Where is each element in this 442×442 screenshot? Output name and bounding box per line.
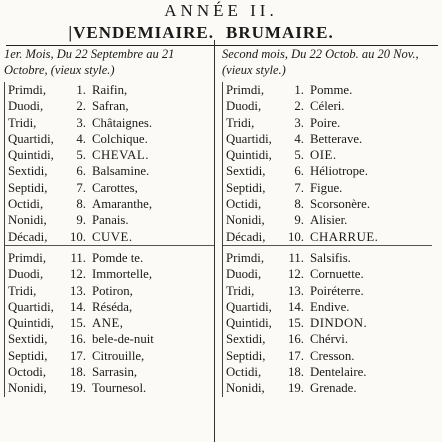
day-name: Quintidi, [8, 316, 54, 331]
day-name: Tridi, [8, 115, 37, 130]
day-name: Tridi, [226, 115, 255, 130]
day-number: 4. [76, 131, 86, 146]
day-number: 7. [76, 180, 86, 195]
day-dedication: Pomde te. [92, 250, 144, 265]
day-row [223, 98, 432, 114]
day-row [223, 266, 432, 282]
day-dedication: Citrouille, [92, 348, 145, 363]
vendemiaire-column [4, 46, 214, 397]
day-number: 11. [70, 250, 86, 265]
day-number: 13. [288, 283, 304, 298]
day-dedication: Poiréterre. [310, 283, 364, 298]
day-dedication: bele-de-nuit [92, 332, 154, 347]
day-number: 16. [70, 332, 86, 347]
day-name: Primdi, [8, 250, 47, 265]
day-row [5, 348, 214, 364]
day-name: Septidi, [8, 348, 48, 363]
day-dedication: Balsamine. [92, 164, 150, 179]
day-number: 1. [76, 83, 86, 97]
day-number: 1. [294, 83, 304, 97]
day-number: 18. [288, 365, 304, 380]
day-row [223, 212, 432, 228]
day-name: Nonidi, [226, 213, 265, 228]
day-name: Duodi, [8, 99, 44, 114]
day-dedication: Carottes, [92, 180, 138, 195]
day-number: 5. [76, 148, 86, 163]
day-dedication: Cresson. [310, 348, 355, 363]
day-row [223, 299, 432, 315]
year-heading: ANNÉE II. [164, 1, 278, 20]
month-headings [4, 21, 440, 45]
day-number: 16. [288, 332, 304, 347]
day-number: 15. [70, 316, 86, 331]
day-row [5, 266, 214, 282]
month-title-brumaire: BRUMAIRE. [226, 23, 334, 42]
day-name: Octidi, [226, 197, 262, 212]
brumaire-day-list [222, 82, 432, 397]
day-dedication: CHARRUE. [310, 229, 379, 244]
day-row [5, 115, 214, 131]
day-row [5, 380, 214, 396]
day-name: Décadi, [8, 229, 48, 244]
day-number: 17. [70, 348, 86, 363]
day-number: 2. [76, 99, 86, 114]
day-dedication: Tournesol. [92, 381, 147, 396]
day-row [223, 348, 432, 364]
day-name: Tridi, [8, 283, 37, 298]
day-name: Duodi, [226, 267, 262, 282]
day-row [223, 315, 432, 331]
day-row [5, 196, 214, 212]
day-number: 14. [288, 299, 304, 314]
day-number: 6. [294, 164, 304, 179]
day-dedication: Raifin, [92, 83, 128, 97]
day-dedication: Alisier. [310, 213, 348, 228]
day-row [223, 380, 432, 396]
day-number: 11. [288, 250, 304, 265]
day-dedication: Héliotrope. [310, 164, 368, 179]
day-dedication: Grenade. [310, 381, 357, 396]
day-number: 5. [294, 148, 304, 163]
day-number: 13. [70, 283, 86, 298]
day-number: 12. [70, 267, 86, 282]
day-name: Sextidi, [8, 164, 48, 179]
day-number: 19. [288, 381, 304, 396]
day-name: Décadi, [226, 229, 266, 244]
day-name: Primdi, [8, 83, 47, 97]
day-number: 2. [294, 99, 304, 114]
day-dedication: Réséda, [92, 299, 133, 314]
day-row [223, 131, 432, 147]
day-name: Nonidi, [226, 381, 265, 396]
day-name: Septidi, [8, 180, 48, 195]
day-name: Octidi, [226, 365, 262, 380]
day-name: Duodi, [8, 267, 44, 282]
day-dedication: DINDON. [310, 316, 368, 331]
day-dedication: Chérvi. [310, 332, 349, 347]
day-row [223, 163, 432, 179]
day-number: 18. [70, 365, 86, 380]
day-number: 8. [76, 197, 86, 212]
day-name: Duodi, [226, 99, 262, 114]
day-name: Nonidi, [8, 381, 47, 396]
day-row [5, 131, 214, 147]
day-dedication: Panais. [92, 213, 129, 228]
day-dedication: Cornuette. [310, 267, 364, 282]
day-row [223, 82, 432, 98]
day-dedication: OIE. [310, 148, 337, 163]
day-dedication: Pomme. [310, 83, 353, 97]
day-dedication: Colchique. [92, 131, 148, 146]
day-dedication: Betterave. [310, 131, 363, 146]
day-dedication: Sarrasin, [92, 365, 138, 380]
day-number: 19. [70, 381, 86, 396]
day-row [5, 299, 214, 315]
vendemiaire-day-list [4, 82, 214, 397]
day-row [223, 364, 432, 380]
day-row [5, 364, 214, 380]
day-dedication: Safran, [92, 99, 129, 114]
day-name: Quartidi, [226, 299, 272, 314]
day-name: Quintidi, [8, 148, 54, 163]
brumaire-subtitle: Second mois, Du 22 Octob. au 20 Nov., (vieux style.) [222, 47, 419, 77]
day-row [5, 212, 214, 228]
day-dedication: Immortelle, [92, 267, 153, 282]
day-row [223, 250, 432, 266]
day-dedication: CHEVAL. [92, 148, 149, 163]
day-number: 9. [294, 213, 304, 228]
day-name: Sextidi, [226, 164, 266, 179]
day-number: 10. [288, 229, 304, 244]
day-row [5, 147, 214, 163]
day-name: Primdi, [226, 250, 265, 265]
vendemiaire-subtitle: 1er. Mois, Du 22 Septembre au 21 Octobre, (vieux style.) [4, 47, 175, 77]
day-row [223, 115, 432, 131]
day-name: Quartidi, [226, 131, 272, 146]
day-number: 3. [76, 115, 86, 130]
day-name: Octodi, [8, 365, 47, 380]
day-number: 12. [288, 267, 304, 282]
day-name: Quintidi, [226, 316, 272, 331]
day-name: Nonidi, [8, 213, 47, 228]
day-dedication: ANE, [92, 316, 124, 331]
day-row [5, 82, 214, 98]
day-number: 9. [76, 213, 86, 228]
day-row [5, 315, 214, 331]
day-number: 17. [288, 348, 304, 363]
day-name: Sextidi, [8, 332, 48, 347]
day-name: Quartidi, [8, 131, 54, 146]
day-row [5, 331, 214, 347]
day-dedication: Scorsonère. [310, 197, 371, 212]
day-number: 15. [288, 316, 304, 331]
day-name: Tridi, [226, 283, 255, 298]
day-number: 3. [294, 115, 304, 130]
day-name: Octidi, [8, 197, 44, 212]
day-number: 7. [294, 180, 304, 195]
day-dedication: Amaranthe, [92, 197, 153, 212]
day-row [223, 283, 432, 299]
day-row [5, 283, 214, 299]
day-row [223, 331, 432, 347]
day-dedication: Figue. [310, 180, 343, 195]
day-number: 10. [70, 229, 86, 244]
day-number: 4. [294, 131, 304, 146]
day-dedication: Potiron, [92, 283, 133, 298]
day-row [223, 196, 432, 212]
day-name: Quintidi, [226, 148, 272, 163]
day-row [5, 250, 214, 266]
day-dedication: CUVE. [92, 229, 133, 244]
day-row [5, 163, 214, 179]
day-row [223, 229, 432, 246]
day-number: 6. [76, 164, 86, 179]
day-row [5, 180, 214, 196]
day-row [5, 98, 214, 114]
day-name: Quartidi, [8, 299, 54, 314]
day-name: Primdi, [226, 83, 265, 97]
column-divider [214, 40, 215, 442]
month-title-vendemiaire: |VENDEMIAIRE. [68, 23, 214, 42]
day-number: 8. [294, 197, 304, 212]
brumaire-column [222, 46, 432, 397]
day-name: Sextidi, [226, 332, 266, 347]
day-dedication: Céleri. [310, 99, 345, 114]
day-dedication: Poire. [310, 115, 341, 130]
day-dedication: Salsifis. [310, 250, 351, 265]
day-dedication: Endive. [310, 299, 350, 314]
day-dedication: Châtaignes. [92, 115, 153, 130]
day-dedication: Dentelaire. [310, 365, 367, 380]
day-row [223, 180, 432, 196]
day-name: Septidi, [226, 180, 266, 195]
day-row [5, 229, 214, 246]
day-name: Septidi, [226, 348, 266, 363]
day-row [223, 147, 432, 163]
day-number: 14. [70, 299, 86, 314]
